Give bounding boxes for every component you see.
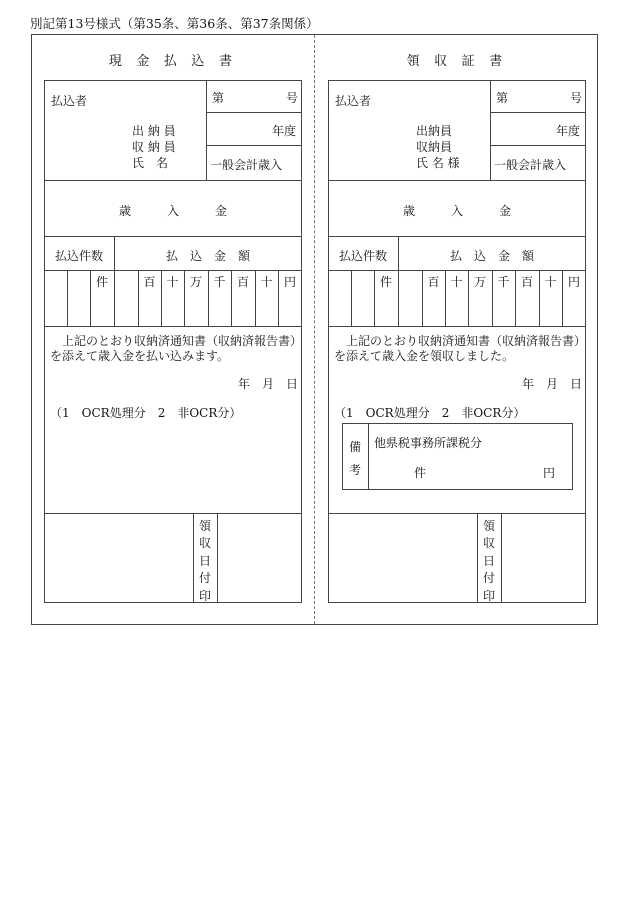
- amount-label: 払 込 金 額: [449, 249, 534, 263]
- number-label-go: 号: [570, 91, 583, 105]
- ocr-note: （1 OCR処理分 2 非OCR分）: [334, 406, 526, 420]
- count-unit: 件: [95, 275, 108, 289]
- statement-line-2: を添えて歳入金を払い込みます。: [50, 349, 230, 363]
- statement-line-1: 上記のとおり収納済通知書（収納済報告書）: [334, 334, 587, 348]
- amount-label: 払 込 金 額: [165, 249, 250, 263]
- date-label: 年 月 日: [238, 377, 299, 391]
- cashier-label: 出納員: [416, 124, 453, 138]
- slip-title: 現 金 払 込 書: [108, 54, 238, 69]
- number-label-dai: 第: [212, 91, 225, 105]
- number-label-dai: 第: [496, 91, 509, 105]
- receipt-title: 領 収 証 書: [406, 54, 508, 69]
- remarks-count-unit: 件: [414, 466, 427, 480]
- digit-unit: 百: [427, 275, 440, 289]
- fiscal-year-label: 年度: [556, 124, 581, 138]
- revenue-label: 歳 入 金: [118, 204, 227, 218]
- count-label: 払込件数: [338, 249, 387, 263]
- digit-unit: 円: [283, 275, 296, 289]
- stamp-label: 領収日付印: [198, 519, 211, 603]
- fiscal-year-label: 年度: [272, 124, 297, 138]
- stamp-label: 領収日付印: [482, 519, 495, 603]
- remarks-amount-unit: 円: [543, 466, 556, 480]
- statement-line-1: 上記のとおり収納済通知書（収納済報告書）: [50, 334, 303, 348]
- receiver-label: 収 納 員: [132, 140, 176, 154]
- count-label: 払込件数: [54, 249, 103, 263]
- remarks-label: 備考: [348, 440, 361, 477]
- digit-unit: 万: [189, 275, 202, 289]
- digit-unit: 百: [520, 275, 533, 289]
- name-label: 氏 名 様: [416, 156, 460, 170]
- digit-unit: 十: [260, 275, 273, 289]
- cut-line: [314, 35, 315, 624]
- count-unit: 件: [379, 275, 392, 289]
- name-label: 氏 名: [132, 156, 169, 170]
- payer-label: 払込者: [335, 94, 372, 108]
- digit-unit: 十: [544, 275, 557, 289]
- digit-unit: 十: [450, 275, 463, 289]
- statement-line-2: を添えて歳入金を領収しました。: [334, 349, 515, 363]
- receipt: [328, 0, 586, 903]
- ocr-note: （1 OCR処理分 2 非OCR分）: [50, 406, 242, 420]
- account-label: 一般会計歳入: [210, 158, 283, 172]
- stamp-block: [328, 513, 586, 603]
- digit-unit: 円: [567, 275, 580, 289]
- number-label-go: 号: [286, 91, 299, 105]
- account-label: 一般会計歳入: [494, 158, 567, 172]
- digit-unit: 千: [213, 275, 226, 289]
- remarks-title: 他県税事務所課税分: [374, 436, 483, 450]
- digit-unit: 十: [166, 275, 179, 289]
- revenue-label: 歳 入 金: [402, 204, 511, 218]
- date-label: 年 月 日: [522, 377, 583, 391]
- payer-label: 払込者: [51, 94, 88, 108]
- payment-slip: [44, 0, 302, 903]
- digit-unit: 百: [236, 275, 249, 289]
- form-header: 別記第13号様式（第35条、第36条、第37条関係）: [30, 16, 319, 31]
- digit-unit: 百: [143, 275, 156, 289]
- digit-unit: 万: [473, 275, 486, 289]
- stamp-block: [44, 513, 302, 603]
- cashier-label: 出 納 員: [132, 124, 176, 138]
- digit-unit: 千: [497, 275, 510, 289]
- receiver-label: 収納員: [416, 140, 453, 154]
